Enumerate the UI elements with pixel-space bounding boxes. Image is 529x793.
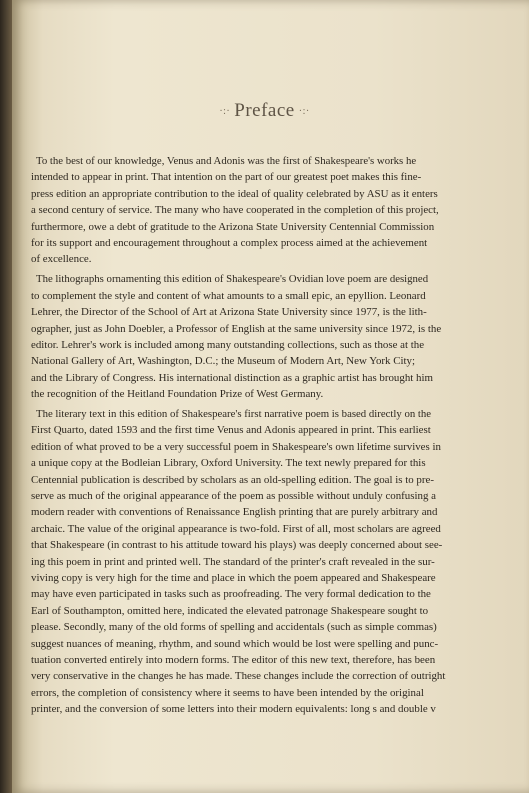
text-line: of excellence.	[31, 253, 92, 266]
text-line: archaic. The value of the original appearance is two-fold. First of all, most scholars are agreed	[31, 522, 441, 535]
text-line: ographer, just as John Doebler, a Professor of English at the same university since 1972, is the	[31, 322, 442, 335]
text-line: Centennial publication is described by scholars as an old-spelling edition. The goal is to pre-	[31, 473, 434, 486]
text-line: The lithographs ornamenting this edition of Shakespeare's Ovidian love poem are designed	[36, 273, 429, 286]
paragraph	[31, 271, 501, 402]
text-line: To the best of our knowledge, Venus and Adonis was the first of Shakespeare's works he	[36, 155, 417, 167]
text-line: intended to appear in print. That intention on the part of our greatest poet makes this fine-	[31, 171, 422, 184]
text-line: may have even participated in tasks such as proofreading. The very formal dedication to the	[31, 588, 431, 601]
text-line: furthermore, owe a debt of gratitude to the Arizona State University Centennial Commission	[31, 220, 435, 233]
text-line: that Shakespeare (in contrast to his attitude toward his plays) was deeply concerned about see-	[31, 539, 443, 552]
text-line: errors, the completion of consistency where it seems to have been intended by the original	[31, 686, 424, 699]
page-title	[0, 100, 529, 122]
text-line: serve as much of the original appearance of the poem as possible without unduly confusing a	[31, 490, 436, 502]
text-line: suggest nuances of meaning, rhythm, and sound which would be lost were spelling and punc-	[31, 637, 439, 650]
text-line: a unique copy at the Bodleian Library, Oxford University. The text newly prepared for this	[31, 457, 426, 470]
text-line: press edition an appropriate contribution to the ideal of quality celebrated by ASU as it enters	[31, 187, 438, 200]
title-text: Preface	[234, 100, 295, 121]
text-line: please. Secondly, many of the old forms of spelling and accidentals (such as simple commas)	[31, 621, 437, 634]
text-line: editor. Lehrer's work is included among many outstanding collections, such as those at the	[31, 338, 425, 351]
text-line: for its support and encouragement throughout a complex process aimed at the achievement	[31, 236, 428, 249]
text-line: edition of what proved to be a very successful poem in Shakespeare's own lifetime survives in	[31, 440, 441, 453]
text-line: The literary text in this edition of Shakespeare's first narrative poem is based directly on the	[36, 408, 432, 421]
text-line: very conservative in the changes he has made. These changes include the correction of outright	[31, 670, 446, 683]
text-line: ing this poem in print and printed well. The standard of the printer's craft revealed in the sur-	[31, 555, 435, 568]
ornament-right: ·:·	[298, 106, 310, 118]
text-line: National Gallery of Art, Washington, D.C.; the Museum of Modern Art, New York City;	[31, 355, 415, 368]
paragraph	[31, 153, 501, 268]
text-line: printer, and the conversion of some letters into their modern equivalents: long s and double v	[31, 703, 436, 716]
text-line: First Quarto, dated 1593 and the first time Venus and Adonis appeared in print. This earliest	[31, 424, 431, 437]
text-line: to complement the style and content of what amounts to a small epic, an epyllion. Leonard	[31, 289, 426, 302]
preface-body	[31, 153, 501, 721]
text-line: and the Library of Congress. His international distinction as a graphic artist has brought him	[31, 371, 433, 384]
text-line: modern reader with conventions of Renaissance English printing that are purely arbitrary and	[31, 506, 438, 519]
paragraph	[31, 406, 501, 717]
text-line: Lehrer, the Director of the School of Art at Arizona State University since 1977, is the lith-	[31, 306, 427, 319]
text-line: viving copy is very high for the time and place in which the poem appeared and Shakespeare	[31, 571, 436, 584]
text-line: tuation converted entirely into modern forms. The editor of this new text, therefore, has been	[31, 653, 436, 666]
text-line: the recognition of the Heitland Foundation Prize of West Germany.	[31, 388, 324, 401]
text-line: a second century of service. The many who have cooperated in the completion of this project,	[31, 204, 439, 217]
text-line: Earl of Southampton, omitted here, indicated the elevated patronage Shakespeare sought to	[31, 604, 429, 617]
ornament-left: ·:·	[219, 106, 231, 118]
